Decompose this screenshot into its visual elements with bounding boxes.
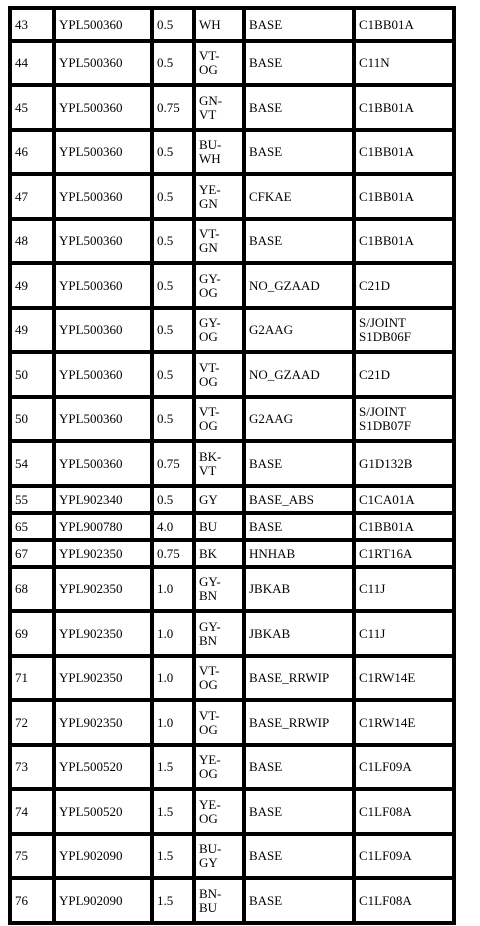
cell-part-number: YPL500360 [54,85,152,130]
cell-circuit: 73 [10,745,54,789]
cell-color: GY- BN [194,611,244,656]
cell-connector: C1LF08A [354,878,454,923]
table-row [10,219,454,263]
cell-gauge: 1.5 [152,878,194,923]
cell-option: JBKAB [244,567,354,611]
cell-connector: C1LF09A [354,834,454,878]
cell-part-number: YPL500360 [54,441,152,486]
cell-option: CFKAE [244,174,354,219]
table-row [10,130,454,174]
cell-gauge: 1.0 [152,567,194,611]
cell-connector: C1BB01A [354,85,454,130]
cell-gauge: 0.5 [152,8,194,41]
cell-option: BASE [244,219,354,263]
cell-color: BK- VT [194,441,244,486]
cell-color: GY- BN [194,567,244,611]
cell-option: BASE [244,513,354,540]
cell-option: NO_GZAAD [244,352,354,397]
cell-connector: C11J [354,567,454,611]
cell-part-number: YPL500360 [54,130,152,174]
cell-gauge: 0.75 [152,85,194,130]
cell-gauge: 4.0 [152,513,194,540]
cell-color: YE- OG [194,789,244,834]
cell-part-number: YPL900780 [54,513,152,540]
cell-color: GY [194,486,244,513]
cell-part-number: YPL500520 [54,745,152,789]
cell-color: VT- OG [194,656,244,700]
cell-circuit: 54 [10,441,54,486]
cell-gauge: 0.5 [152,486,194,513]
cell-circuit: 55 [10,486,54,513]
wiring-table [8,6,456,925]
table-row [10,540,454,567]
cell-part-number: YPL902340 [54,486,152,513]
cell-gauge: 1.5 [152,745,194,789]
table-row [10,397,454,441]
table-row [10,878,454,923]
table-row [10,8,454,41]
cell-option: BASE [244,834,354,878]
table-row [10,85,454,130]
cell-color: VT- OG [194,352,244,397]
cell-circuit: 43 [10,8,54,41]
cell-part-number: YPL500360 [54,352,152,397]
table-row [10,567,454,611]
cell-option: BASE_ABS [244,486,354,513]
cell-gauge: 0.5 [152,308,194,352]
cell-part-number: YPL500360 [54,41,152,85]
cell-option: BASE [244,130,354,174]
cell-circuit: 49 [10,263,54,308]
table-row [10,41,454,85]
cell-option: BASE_RRWIP [244,700,354,745]
cell-connector: C1BB01A [354,513,454,540]
cell-color: YE- GN [194,174,244,219]
cell-part-number: YPL902350 [54,656,152,700]
cell-gauge: 1.0 [152,611,194,656]
cell-connector: C1LF08A [354,789,454,834]
cell-gauge: 1.0 [152,656,194,700]
table-row [10,745,454,789]
cell-circuit: 50 [10,352,54,397]
table-row [10,263,454,308]
cell-option: BASE [244,41,354,85]
cell-option: BASE [244,8,354,41]
cell-gauge: 1.5 [152,789,194,834]
cell-color: GY- OG [194,263,244,308]
table-row [10,789,454,834]
cell-color: YE- OG [194,745,244,789]
cell-circuit: 47 [10,174,54,219]
table-row [10,441,454,486]
wiring-table-page [8,6,456,925]
cell-option: BASE [244,878,354,923]
cell-option: G2AAG [244,308,354,352]
cell-gauge: 0.75 [152,441,194,486]
cell-color: BK [194,540,244,567]
cell-circuit: 74 [10,789,54,834]
table-row [10,486,454,513]
cell-part-number: YPL902090 [54,878,152,923]
table-row [10,513,454,540]
cell-connector: C1BB01A [354,174,454,219]
cell-connector: C1LF09A [354,745,454,789]
cell-connector: S/JOINT S1DB07F [354,397,454,441]
table-row [10,700,454,745]
cell-gauge: 0.5 [152,41,194,85]
cell-part-number: YPL902090 [54,834,152,878]
cell-part-number: YPL902350 [54,611,152,656]
cell-option: HNHAB [244,540,354,567]
cell-part-number: YPL500360 [54,397,152,441]
cell-part-number: YPL500360 [54,174,152,219]
cell-option: JBKAB [244,611,354,656]
cell-color: GY- OG [194,308,244,352]
cell-gauge: 0.5 [152,174,194,219]
cell-color: VT- OG [194,41,244,85]
cell-connector: C1BB01A [354,8,454,41]
cell-gauge: 0.5 [152,130,194,174]
cell-circuit: 50 [10,397,54,441]
cell-connector: C1RW14E [354,700,454,745]
cell-circuit: 68 [10,567,54,611]
cell-gauge: 0.5 [152,352,194,397]
cell-color: BU- WH [194,130,244,174]
cell-connector: C21D [354,352,454,397]
cell-part-number: YPL500360 [54,263,152,308]
cell-color: VT- OG [194,397,244,441]
cell-connector: C1BB01A [354,219,454,263]
wiring-table-body [10,8,454,923]
cell-option: G2AAG [244,397,354,441]
cell-connector: C21D [354,263,454,308]
cell-circuit: 44 [10,41,54,85]
cell-color: BN- BU [194,878,244,923]
cell-circuit: 48 [10,219,54,263]
table-row [10,611,454,656]
cell-connector: C1CA01A [354,486,454,513]
cell-part-number: YPL902350 [54,567,152,611]
cell-part-number: YPL500520 [54,789,152,834]
cell-circuit: 76 [10,878,54,923]
cell-gauge: 0.5 [152,219,194,263]
cell-part-number: YPL500360 [54,308,152,352]
cell-connector: G1D132B [354,441,454,486]
cell-connector: C1BB01A [354,130,454,174]
table-row [10,174,454,219]
table-row [10,834,454,878]
cell-option: BASE_RRWIP [244,656,354,700]
cell-color: BU- GY [194,834,244,878]
cell-connector: C1RT16A [354,540,454,567]
cell-option: BASE [244,745,354,789]
cell-gauge: 0.5 [152,263,194,308]
cell-option: BASE [244,85,354,130]
cell-circuit: 49 [10,308,54,352]
cell-circuit: 46 [10,130,54,174]
table-row [10,308,454,352]
cell-circuit: 65 [10,513,54,540]
cell-connector: S/JOINT S1DB06F [354,308,454,352]
cell-color: VT- OG [194,700,244,745]
cell-circuit: 75 [10,834,54,878]
cell-color: GN- VT [194,85,244,130]
cell-connector: C11J [354,611,454,656]
cell-color: VT- GN [194,219,244,263]
cell-gauge: 1.5 [152,834,194,878]
cell-connector: C11N [354,41,454,85]
cell-part-number: YPL500360 [54,219,152,263]
cell-option: BASE [244,789,354,834]
cell-part-number: YPL902350 [54,700,152,745]
cell-part-number: YPL902350 [54,540,152,567]
cell-gauge: 1.0 [152,700,194,745]
cell-part-number: YPL500360 [54,8,152,41]
cell-connector: C1RW14E [354,656,454,700]
cell-circuit: 45 [10,85,54,130]
cell-option: BASE [244,441,354,486]
cell-gauge: 0.75 [152,540,194,567]
cell-color: BU [194,513,244,540]
table-row [10,352,454,397]
cell-circuit: 69 [10,611,54,656]
cell-circuit: 67 [10,540,54,567]
cell-circuit: 72 [10,700,54,745]
cell-color: WH [194,8,244,41]
cell-circuit: 71 [10,656,54,700]
table-row [10,656,454,700]
cell-gauge: 0.5 [152,397,194,441]
cell-option: NO_GZAAD [244,263,354,308]
